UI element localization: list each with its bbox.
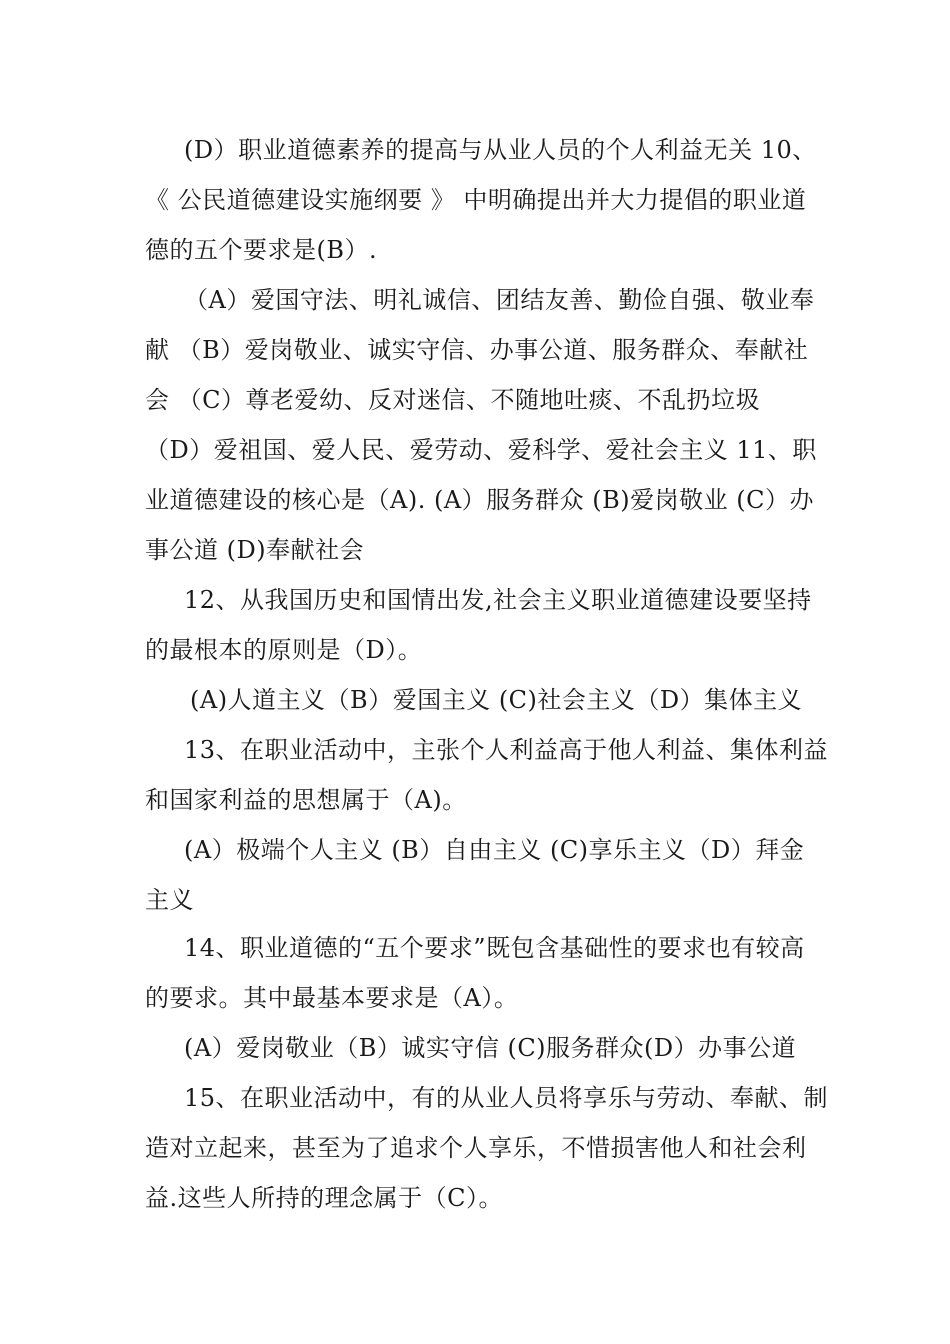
text-line: 的要求。其中最基本要求是（A）。 — [145, 984, 519, 1012]
text-line: 造对立起来，甚至为了追求个人享乐，不惜损害他人和社会利 — [145, 1134, 807, 1162]
text-line: (A)人道主义（B）爱国主义 (C)社会主义（D）集体主义 — [190, 686, 803, 714]
text-line: 益.这些人所持的理念属于（C）。 — [145, 1184, 503, 1212]
text-line: 主义 — [145, 886, 194, 914]
text-line: 德的五个要求是(B）. — [145, 236, 378, 264]
text-line: 《 公民道德建设实施纲要 》 中明确提出并大力提倡的职业道 — [145, 186, 807, 214]
text-line: 13、在职业活动中，主张个人利益高于他人利益、集体利益 — [184, 736, 829, 764]
text-line: 业道德建设的核心是（A). (A）服务群众 (B)爱岗敬业 (C）办 — [145, 486, 814, 514]
text-line: 的最根本的原则是（D）。 — [145, 636, 423, 664]
text-line: (A）极端个人主义 (B）自由主义 (C)享乐主义（D）拜金 — [184, 836, 805, 864]
text-line: 会 （C）尊老爱幼、反对迷信、不随地吐痰、不乱扔垃圾 — [145, 386, 760, 414]
text-line: 15、在职业活动中，有的从业人员将享乐与劳动、奉献、制 — [184, 1084, 829, 1112]
text-line: 和国家利益的思想属于（A)。 — [145, 786, 467, 814]
text-line: 献 （B）爱岗敬业、诚实守信、办事公道、服务群众、奉献社 — [145, 336, 809, 364]
text-line: （D）爱祖国、爱人民、爱劳动、爱科学、爱社会主义 11、职 — [145, 436, 817, 464]
text-line: 事公道 (D)奉献社会 — [145, 536, 365, 564]
text-line: (D）职业道德素养的提高与从业人员的个人利益无关 10、 — [184, 136, 817, 164]
text-line: （A）爱国守法、明礼诚信、团结友善、勤俭自强、敬业奉 — [184, 286, 815, 314]
text-line: 14、职业道德的“五个要求”既包含基础性的要求也有较高 — [184, 934, 805, 962]
text-line: 12、从我国历史和国情出发,社会主义职业道德建设要坚持 — [184, 586, 812, 614]
text-line: (A）爱岗敬业（B）诚实守信 (C)服务群众(D）办事公道 — [184, 1034, 797, 1062]
